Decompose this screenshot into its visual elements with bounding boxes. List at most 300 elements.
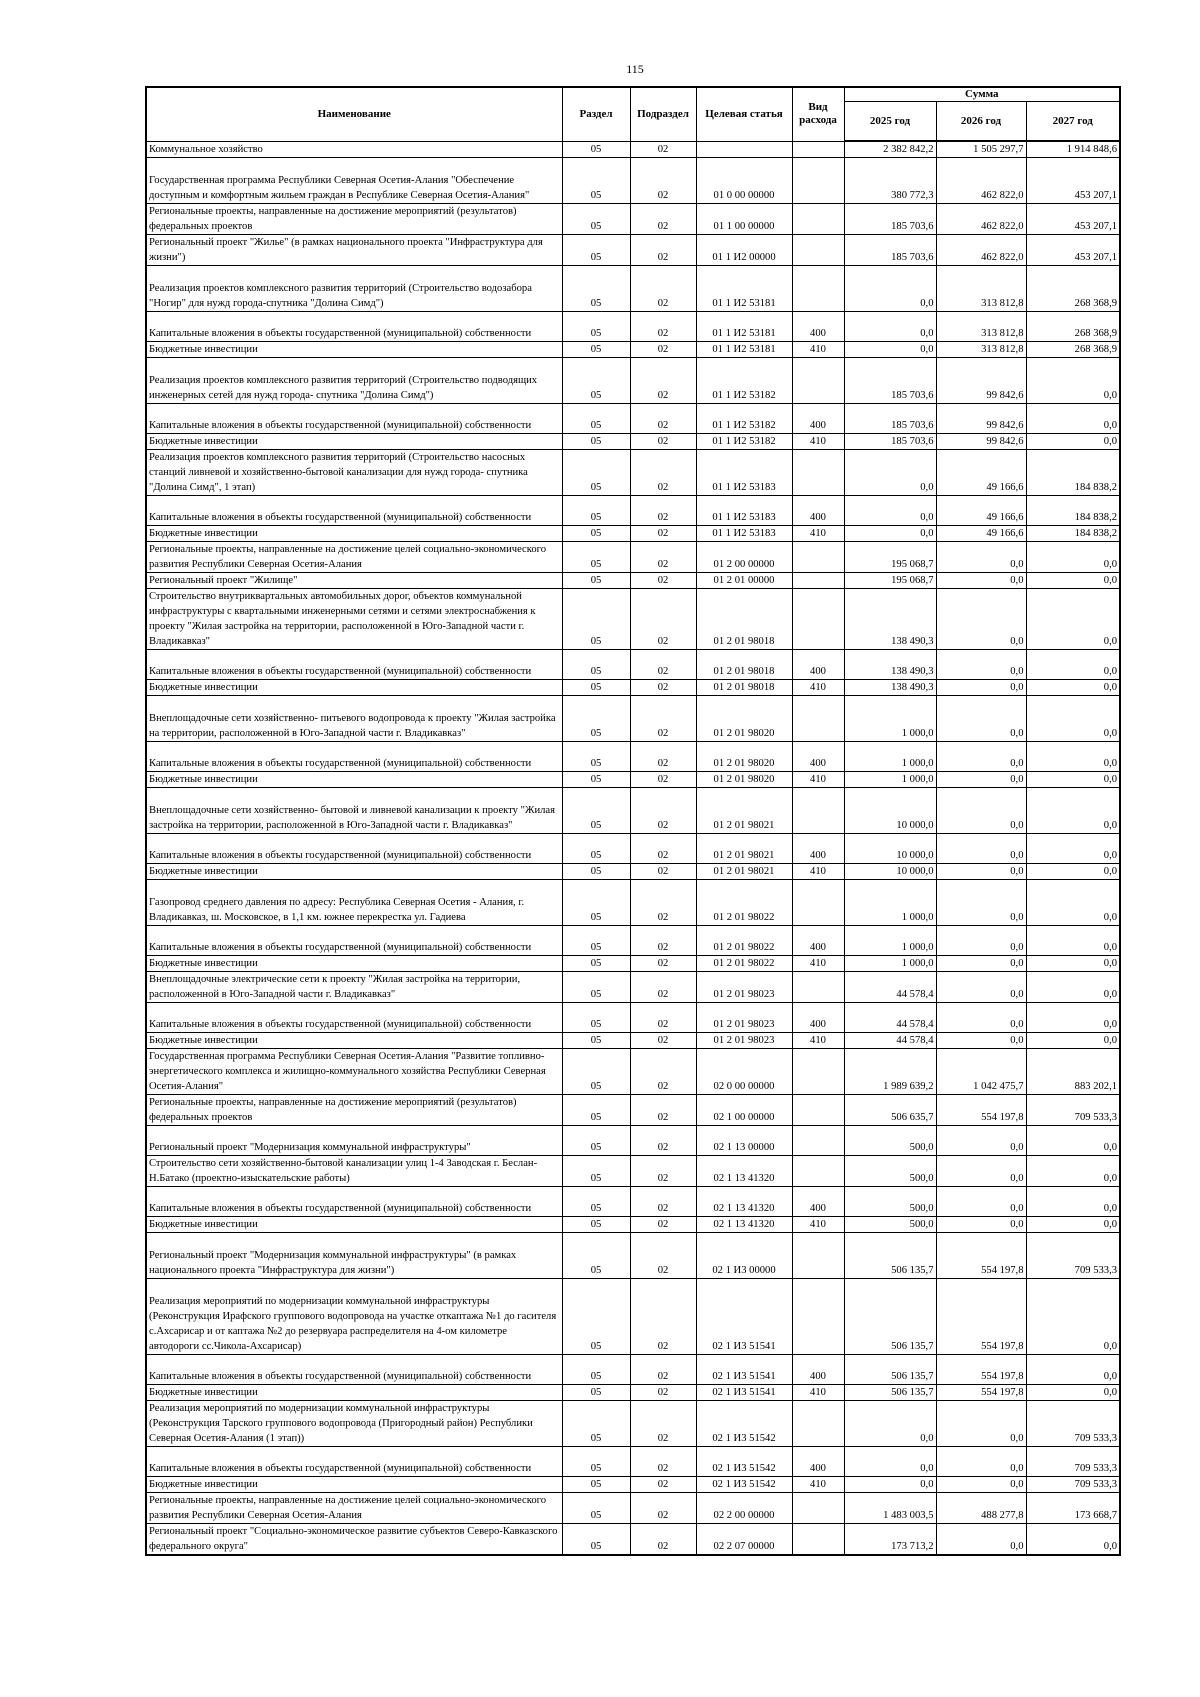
row-section: 05: [562, 1126, 630, 1156]
row-target-article: [696, 141, 792, 158]
row-expense-type: 400: [792, 1003, 844, 1033]
row-expense-type: [792, 1493, 844, 1524]
row-amount-2025: 506 135,7: [844, 1279, 936, 1355]
row-subsection: 02: [630, 1447, 696, 1477]
row-expense-type: 410: [792, 1385, 844, 1401]
row-amount-2025: 0,0: [844, 1401, 936, 1447]
row-expense-type: 410: [792, 1477, 844, 1493]
header-name: Наименование: [146, 87, 562, 141]
row-amount-2025: 1 483 003,5: [844, 1493, 936, 1524]
row-target-article: 01 1 И2 53182: [696, 404, 792, 434]
row-amount-2027: 0,0: [1026, 772, 1120, 788]
row-section: 05: [562, 573, 630, 589]
row-section: 05: [562, 312, 630, 342]
row-name: Реализация мероприятий по модернизации коммунальной инфраструктуры (Реконструкция Ирафского группового водопровода на участке откаптажа №1 до гасителя с.Ахсарисар и от каптажа №2 до резервуара распределителя на 4-ом километре автодороги сс.Чикола-Ахсарисар): [146, 1279, 562, 1355]
row-section: 05: [562, 450, 630, 496]
row-target-article: 01 1 И2 53183: [696, 526, 792, 542]
row-amount-2027: 268 368,9: [1026, 266, 1120, 312]
row-expense-type: [792, 573, 844, 589]
row-subsection: 02: [630, 1217, 696, 1233]
row-amount-2025: 0,0: [844, 450, 936, 496]
row-amount-2025: 185 703,6: [844, 404, 936, 434]
row-amount-2026: 0,0: [936, 972, 1026, 1003]
row-target-article: 01 2 00 00000: [696, 542, 792, 573]
row-expense-type: 410: [792, 526, 844, 542]
row-amount-2027: 709 533,3: [1026, 1477, 1120, 1493]
row-expense-type: 410: [792, 434, 844, 450]
row-subsection: 02: [630, 1003, 696, 1033]
row-expense-type: 400: [792, 496, 844, 526]
row-amount-2027: 184 838,2: [1026, 450, 1120, 496]
row-section: 05: [562, 434, 630, 450]
row-name: Капитальные вложения в объекты государственной (муниципальной) собственности: [146, 1447, 562, 1477]
row-subsection: 02: [630, 1401, 696, 1447]
row-amount-2026: 0,0: [936, 1524, 1026, 1556]
row-target-article: 01 0 00 00000: [696, 158, 792, 204]
row-section: 05: [562, 956, 630, 972]
table-row: [146, 650, 1120, 680]
row-expense-type: [792, 204, 844, 235]
row-section: 05: [562, 1477, 630, 1493]
row-target-article: 02 1 И3 51541: [696, 1355, 792, 1385]
row-name: Региональные проекты, направленные на достижение мероприятий (результатов) федеральных проектов: [146, 1095, 562, 1126]
row-amount-2026: 99 842,6: [936, 358, 1026, 404]
row-amount-2025: 10 000,0: [844, 864, 936, 880]
row-amount-2026: 49 166,6: [936, 450, 1026, 496]
table-row: [146, 1187, 1120, 1217]
row-section: 05: [562, 404, 630, 434]
row-amount-2026: 313 812,8: [936, 312, 1026, 342]
row-section: 05: [562, 926, 630, 956]
row-section: 05: [562, 496, 630, 526]
row-amount-2025: 195 068,7: [844, 573, 936, 589]
row-amount-2027: 0,0: [1026, 956, 1120, 972]
row-target-article: 01 1 И2 53183: [696, 450, 792, 496]
row-amount-2027: 0,0: [1026, 404, 1120, 434]
row-name: Капитальные вложения в объекты государственной (муниципальной) собственности: [146, 926, 562, 956]
row-amount-2026: 0,0: [936, 1217, 1026, 1233]
row-amount-2027: 883 202,1: [1026, 1049, 1120, 1095]
row-expense-type: [792, 589, 844, 650]
row-section: 05: [562, 526, 630, 542]
row-amount-2026: 0,0: [936, 650, 1026, 680]
header-section: Раздел: [562, 87, 630, 141]
row-section: 05: [562, 1049, 630, 1095]
table-row: [146, 573, 1120, 589]
table-row: [146, 204, 1120, 235]
row-expense-type: 410: [792, 1217, 844, 1233]
row-amount-2026: 0,0: [936, 1156, 1026, 1187]
row-amount-2027: 0,0: [1026, 742, 1120, 772]
row-section: 05: [562, 1279, 630, 1355]
row-expense-type: 400: [792, 742, 844, 772]
row-subsection: 02: [630, 1095, 696, 1126]
row-target-article: 01 2 01 98023: [696, 972, 792, 1003]
row-amount-2025: 185 703,6: [844, 235, 936, 266]
row-expense-type: [792, 1126, 844, 1156]
table-row: [146, 1003, 1120, 1033]
row-amount-2027: 184 838,2: [1026, 496, 1120, 526]
row-name: Бюджетные инвестиции: [146, 434, 562, 450]
row-target-article: 01 1 И2 53182: [696, 358, 792, 404]
row-amount-2026: 554 197,8: [936, 1385, 1026, 1401]
row-expense-type: [792, 235, 844, 266]
row-name: Капитальные вложения в объекты государственной (муниципальной) собственности: [146, 834, 562, 864]
row-section: 05: [562, 1003, 630, 1033]
row-target-article: 01 2 01 98020: [696, 772, 792, 788]
row-amount-2026: 0,0: [936, 880, 1026, 926]
row-name: Бюджетные инвестиции: [146, 956, 562, 972]
row-amount-2026: 488 277,8: [936, 1493, 1026, 1524]
row-subsection: 02: [630, 342, 696, 358]
row-amount-2026: 462 822,0: [936, 204, 1026, 235]
table-row: [146, 696, 1120, 742]
row-amount-2025: 138 490,3: [844, 680, 936, 696]
row-amount-2026: 554 197,8: [936, 1355, 1026, 1385]
header-year-2026: 2026 год: [936, 102, 1026, 142]
row-expense-type: [792, 1095, 844, 1126]
row-amount-2025: 500,0: [844, 1156, 936, 1187]
row-amount-2026: 313 812,8: [936, 266, 1026, 312]
row-expense-type: [792, 1156, 844, 1187]
row-expense-type: [792, 358, 844, 404]
row-amount-2026: 0,0: [936, 1477, 1026, 1493]
row-amount-2025: 380 772,3: [844, 158, 936, 204]
row-amount-2026: 0,0: [936, 542, 1026, 573]
row-name: Региональный проект "Модернизация коммунальной инфраструктуры" (в рамках национального проекта "Инфраструктура для жизни"): [146, 1233, 562, 1279]
row-name: Региональный проект "Жилище": [146, 573, 562, 589]
row-target-article: 01 2 01 98018: [696, 589, 792, 650]
table-row: [146, 589, 1120, 650]
table-row: [146, 235, 1120, 266]
row-target-article: 02 1 13 41320: [696, 1156, 792, 1187]
row-amount-2025: 1 000,0: [844, 926, 936, 956]
row-amount-2026: 0,0: [936, 788, 1026, 834]
row-section: 05: [562, 650, 630, 680]
row-target-article: 01 1 И2 53183: [696, 496, 792, 526]
row-name: Бюджетные инвестиции: [146, 1385, 562, 1401]
row-amount-2026: 0,0: [936, 680, 1026, 696]
row-amount-2025: 0,0: [844, 342, 936, 358]
row-name: Реализация мероприятий по модернизации коммунальной инфраструктуры (Реконструкция Тарского группового водопровода (Пригородный район) Республики Северная Осетия-Алания (1 этап)): [146, 1401, 562, 1447]
row-amount-2027: 709 533,3: [1026, 1401, 1120, 1447]
row-section: 05: [562, 235, 630, 266]
row-amount-2025: 1 000,0: [844, 956, 936, 972]
row-name: Строительство сети хозяйственно-бытовой канализации улиц 1-4 Заводская г. Беслан-Н.Батако (проектно-изыскательские работы): [146, 1156, 562, 1187]
row-amount-2025: 506 135,7: [844, 1355, 936, 1385]
row-target-article: 01 1 И2 53182: [696, 434, 792, 450]
table-row: [146, 404, 1120, 434]
row-expense-type: [792, 542, 844, 573]
row-subsection: 02: [630, 1355, 696, 1385]
row-amount-2027: 0,0: [1026, 864, 1120, 880]
row-name: Реализация проектов комплексного развития территорий (Строительство насосных станций ливневой и хозяйственно-бытовой канализации для нужд города- спутника "Долина Симд", 1 этап): [146, 450, 562, 496]
row-subsection: 02: [630, 141, 696, 158]
row-amount-2025: 0,0: [844, 1447, 936, 1477]
table-row: [146, 450, 1120, 496]
row-name: Бюджетные инвестиции: [146, 1477, 562, 1493]
row-subsection: 02: [630, 1279, 696, 1355]
table-row: [146, 1493, 1120, 1524]
row-amount-2026: 0,0: [936, 1126, 1026, 1156]
row-expense-type: 400: [792, 312, 844, 342]
row-amount-2027: 0,0: [1026, 358, 1120, 404]
row-amount-2026: 49 166,6: [936, 526, 1026, 542]
row-amount-2027: 0,0: [1026, 1279, 1120, 1355]
row-amount-2025: 44 578,4: [844, 1033, 936, 1049]
row-amount-2026: 313 812,8: [936, 342, 1026, 358]
row-expense-type: 400: [792, 404, 844, 434]
row-expense-type: 410: [792, 680, 844, 696]
row-amount-2026: 0,0: [936, 1033, 1026, 1049]
row-amount-2025: 185 703,6: [844, 204, 936, 235]
table-row: [146, 434, 1120, 450]
row-subsection: 02: [630, 1385, 696, 1401]
row-target-article: 01 1 И2 00000: [696, 235, 792, 266]
row-subsection: 02: [630, 404, 696, 434]
row-section: 05: [562, 1033, 630, 1049]
row-target-article: 01 2 01 98020: [696, 742, 792, 772]
row-name: Бюджетные инвестиции: [146, 772, 562, 788]
row-expense-type: [792, 788, 844, 834]
row-target-article: 02 1 И3 51541: [696, 1385, 792, 1401]
row-subsection: 02: [630, 1033, 696, 1049]
row-amount-2025: 0,0: [844, 1477, 936, 1493]
row-section: 05: [562, 1095, 630, 1126]
row-amount-2027: 0,0: [1026, 589, 1120, 650]
row-amount-2025: 500,0: [844, 1217, 936, 1233]
row-expense-type: [792, 141, 844, 158]
table-row: [146, 312, 1120, 342]
row-target-article: 02 2 00 00000: [696, 1493, 792, 1524]
row-section: 05: [562, 864, 630, 880]
row-amount-2027: 184 838,2: [1026, 526, 1120, 542]
row-name: Капитальные вложения в объекты государственной (муниципальной) собственности: [146, 1003, 562, 1033]
header-subsection: Подраздел: [630, 87, 696, 141]
row-amount-2026: 1 042 475,7: [936, 1049, 1026, 1095]
row-expense-type: [792, 1524, 844, 1556]
table-row: [146, 1477, 1120, 1493]
page-number: 115: [626, 62, 644, 76]
row-amount-2027: 709 533,3: [1026, 1095, 1120, 1126]
row-section: 05: [562, 742, 630, 772]
table-row: [146, 342, 1120, 358]
row-subsection: 02: [630, 1187, 696, 1217]
row-amount-2025: 185 703,6: [844, 434, 936, 450]
row-target-article: 01 2 01 98023: [696, 1003, 792, 1033]
row-amount-2027: 0,0: [1026, 1033, 1120, 1049]
row-target-article: 02 1 И3 51542: [696, 1401, 792, 1447]
row-target-article: 01 2 01 98021: [696, 864, 792, 880]
row-amount-2026: 99 842,6: [936, 404, 1026, 434]
row-name: Капитальные вложения в объекты государственной (муниципальной) собственности: [146, 404, 562, 434]
row-subsection: 02: [630, 526, 696, 542]
row-name: Внеплощадочные сети хозяйственно- бытовой и ливневой канализации к проекту "Жилая застройка на территории, расположенной в Юго-Западной части г. Владикавказ": [146, 788, 562, 834]
row-section: 05: [562, 1187, 630, 1217]
row-subsection: 02: [630, 496, 696, 526]
table-row: [146, 1355, 1120, 1385]
table-body: [146, 141, 1120, 1555]
row-target-article: 01 2 01 98021: [696, 788, 792, 834]
row-subsection: 02: [630, 1049, 696, 1095]
row-amount-2025: 44 578,4: [844, 972, 936, 1003]
row-subsection: 02: [630, 312, 696, 342]
row-section: 05: [562, 1447, 630, 1477]
row-amount-2025: 185 703,6: [844, 358, 936, 404]
row-expense-type: 410: [792, 956, 844, 972]
row-name: Бюджетные инвестиции: [146, 1217, 562, 1233]
row-amount-2025: 0,0: [844, 312, 936, 342]
table-row: [146, 788, 1120, 834]
row-name: Бюджетные инвестиции: [146, 680, 562, 696]
row-expense-type: [792, 1049, 844, 1095]
row-name: Реализация проектов комплексного развития территорий (Строительство подводящих инженерных сетей для нужд города- спутника "Долина Симд"): [146, 358, 562, 404]
table-row: [146, 956, 1120, 972]
row-name: Региональные проекты, направленные на достижение мероприятий (результатов) федеральных проектов: [146, 204, 562, 235]
table-row: [146, 834, 1120, 864]
table-row: [146, 772, 1120, 788]
row-amount-2025: 138 490,3: [844, 589, 936, 650]
row-name: Государственная программа Республики Северная Осетия-Алания "Развитие топливно-энергетического комплекса и жилищно-коммунального хозяйства Республики Северная Осетия-Алания": [146, 1049, 562, 1095]
table-row: [146, 158, 1120, 204]
row-target-article: 02 1 13 00000: [696, 1126, 792, 1156]
row-amount-2026: 0,0: [936, 1401, 1026, 1447]
table-row: [146, 266, 1120, 312]
table-row: [146, 1217, 1120, 1233]
row-amount-2027: 173 668,7: [1026, 1493, 1120, 1524]
row-expense-type: [792, 450, 844, 496]
row-subsection: 02: [630, 235, 696, 266]
row-target-article: 01 2 01 98023: [696, 1033, 792, 1049]
row-subsection: 02: [630, 1156, 696, 1187]
table-header: [146, 87, 1120, 141]
row-section: 05: [562, 1524, 630, 1556]
row-section: 05: [562, 772, 630, 788]
row-section: 05: [562, 1493, 630, 1524]
row-target-article: 01 2 01 98022: [696, 880, 792, 926]
row-subsection: 02: [630, 742, 696, 772]
row-expense-type: 400: [792, 926, 844, 956]
row-subsection: 02: [630, 1126, 696, 1156]
row-name: Капитальные вложения в объекты государственной (муниципальной) собственности: [146, 1355, 562, 1385]
row-subsection: 02: [630, 589, 696, 650]
row-name: Бюджетные инвестиции: [146, 864, 562, 880]
table-row: [146, 864, 1120, 880]
row-amount-2025: 0,0: [844, 526, 936, 542]
row-name: Капитальные вложения в объекты государственной (муниципальной) собственности: [146, 742, 562, 772]
row-section: 05: [562, 696, 630, 742]
row-amount-2027: 0,0: [1026, 1385, 1120, 1401]
row-expense-type: [792, 1279, 844, 1355]
row-target-article: 01 2 01 98022: [696, 956, 792, 972]
table-row: [146, 742, 1120, 772]
row-amount-2027: 268 368,9: [1026, 342, 1120, 358]
table-row: [146, 1049, 1120, 1095]
row-expense-type: 410: [792, 1033, 844, 1049]
row-amount-2026: 0,0: [936, 742, 1026, 772]
row-expense-type: 410: [792, 772, 844, 788]
row-amount-2025: 506 135,7: [844, 1385, 936, 1401]
row-expense-type: 400: [792, 650, 844, 680]
header-year-2027: 2027 год: [1026, 102, 1120, 142]
row-amount-2027: 0,0: [1026, 1187, 1120, 1217]
row-name: Региональный проект "Социально-экономическое развитие субъектов Северо-Кавказского федерального округа": [146, 1524, 562, 1556]
table-row: [146, 1095, 1120, 1126]
row-target-article: 02 1 00 00000: [696, 1095, 792, 1126]
row-subsection: 02: [630, 864, 696, 880]
row-target-article: 02 1 И3 51541: [696, 1279, 792, 1355]
row-amount-2025: 0,0: [844, 496, 936, 526]
row-amount-2027: 709 533,3: [1026, 1233, 1120, 1279]
row-name: Реализация проектов комплексного развития территорий (Строительство водозабора "Ногир" для нужд города-спутника "Долина Симд"): [146, 266, 562, 312]
row-amount-2027: 0,0: [1026, 880, 1120, 926]
row-section: 05: [562, 589, 630, 650]
row-subsection: 02: [630, 834, 696, 864]
row-subsection: 02: [630, 772, 696, 788]
row-amount-2026: 0,0: [936, 573, 1026, 589]
row-section: 05: [562, 1355, 630, 1385]
row-target-article: 02 1 И3 00000: [696, 1233, 792, 1279]
row-amount-2027: 0,0: [1026, 1126, 1120, 1156]
row-amount-2027: 0,0: [1026, 834, 1120, 864]
row-expense-type: [792, 1233, 844, 1279]
row-subsection: 02: [630, 650, 696, 680]
header-sum: Сумма: [844, 87, 1120, 102]
row-name: Внеплощадочные электрические сети к проекту "Жилая застройка на территории, расположенной в Юго-Западной части г. Владикавказ": [146, 972, 562, 1003]
row-expense-type: [792, 696, 844, 742]
row-amount-2027: 0,0: [1026, 650, 1120, 680]
row-amount-2026: 99 842,6: [936, 434, 1026, 450]
row-target-article: 01 1 И2 53181: [696, 312, 792, 342]
row-amount-2026: 462 822,0: [936, 158, 1026, 204]
row-section: 05: [562, 1233, 630, 1279]
row-amount-2026: 49 166,6: [936, 496, 1026, 526]
row-section: 05: [562, 788, 630, 834]
table-row: [146, 1447, 1120, 1477]
table-row: [146, 542, 1120, 573]
row-section: 05: [562, 1401, 630, 1447]
row-name: Бюджетные инвестиции: [146, 1033, 562, 1049]
row-target-article: 01 2 01 98020: [696, 696, 792, 742]
row-amount-2027: 1 914 848,6: [1026, 141, 1120, 158]
row-section: 05: [562, 1156, 630, 1187]
row-amount-2025: 2 382 842,2: [844, 141, 936, 158]
row-amount-2026: 554 197,8: [936, 1095, 1026, 1126]
row-amount-2026: 0,0: [936, 772, 1026, 788]
table-row: [146, 1233, 1120, 1279]
row-target-article: 01 2 01 98021: [696, 834, 792, 864]
row-section: 05: [562, 158, 630, 204]
row-amount-2025: 44 578,4: [844, 1003, 936, 1033]
row-expense-type: [792, 972, 844, 1003]
row-amount-2025: 10 000,0: [844, 834, 936, 864]
row-name: Коммунальное хозяйство: [146, 141, 562, 158]
table-row: [146, 926, 1120, 956]
row-amount-2027: 0,0: [1026, 1355, 1120, 1385]
row-target-article: 01 1 И2 53181: [696, 266, 792, 312]
table-row: [146, 880, 1120, 926]
row-subsection: 02: [630, 956, 696, 972]
row-amount-2027: 709 533,3: [1026, 1447, 1120, 1477]
row-subsection: 02: [630, 266, 696, 312]
row-target-article: 02 2 07 00000: [696, 1524, 792, 1556]
row-name: Капитальные вложения в объекты государственной (муниципальной) собственности: [146, 650, 562, 680]
row-expense-type: [792, 266, 844, 312]
row-expense-type: [792, 158, 844, 204]
table-row: [146, 680, 1120, 696]
row-amount-2026: 0,0: [936, 589, 1026, 650]
row-target-article: 02 1 13 41320: [696, 1187, 792, 1217]
